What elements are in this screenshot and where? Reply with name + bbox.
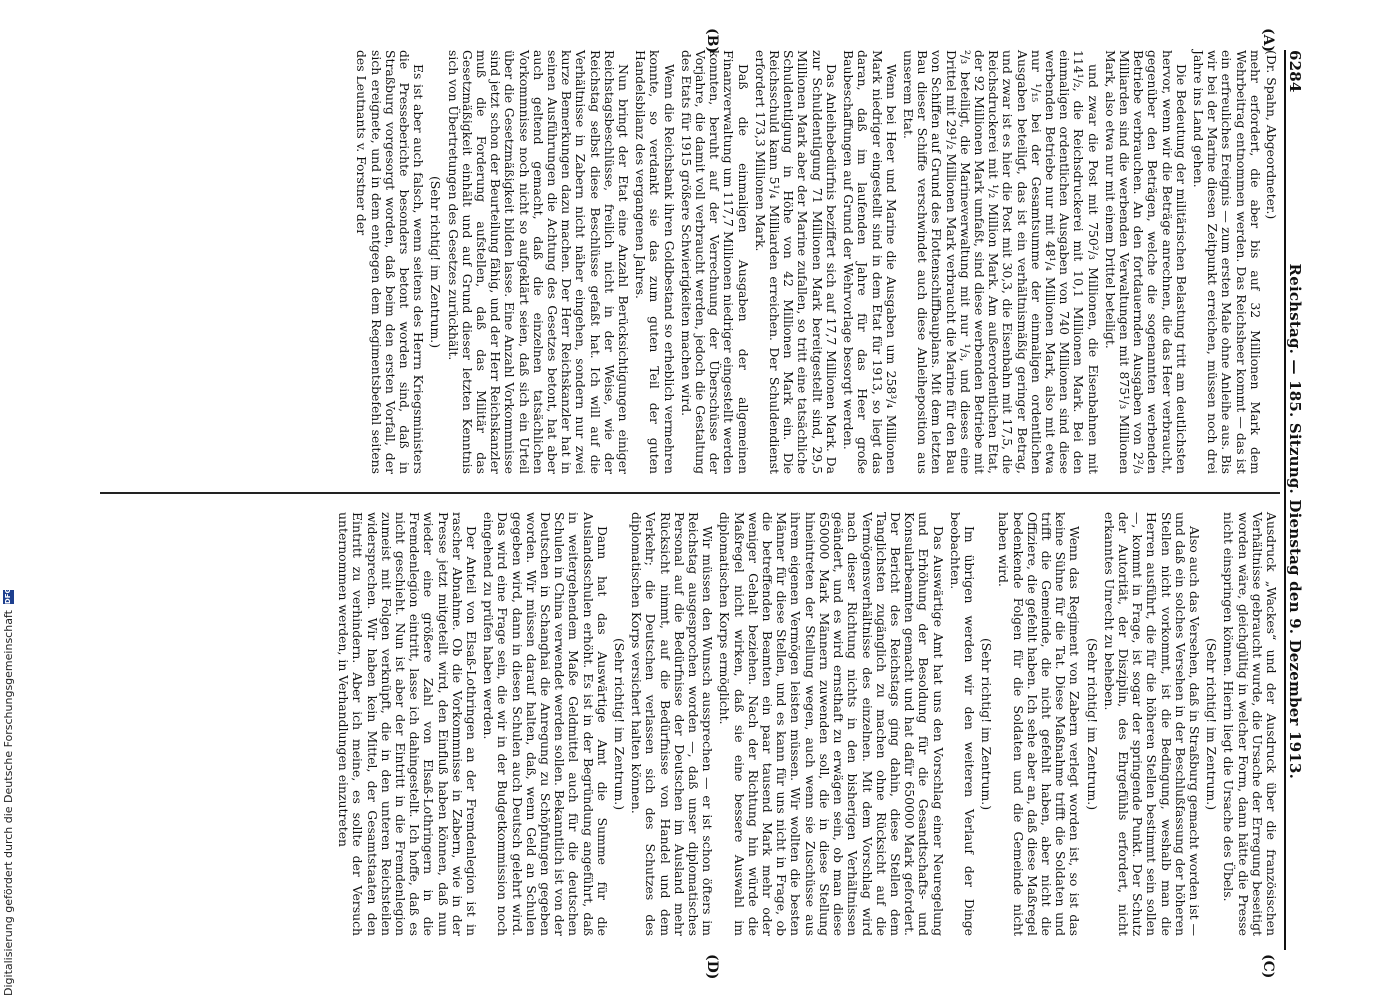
- speaker-line: (Dr. Spahn, Abgeordneter.): [1264, 50, 1279, 220]
- interjection: (Sehr richtig! im Zentrum.): [1204, 637, 1220, 811]
- right-column: [333, 512, 1278, 936]
- paragraph: Wir müssen den Wunsch aussprechen — er ist schon öfters im Reichstag ausgesprochen worden —, daß unser diplomatisches Personal auf die Bedürfnisse der Deutschen im Ausland mehr Rücksicht nimmt, auf die Bedürfnisse von Handel und dem Verkehr; die Deutschen verlassen sich des Schutzes des diplomatischen Korps versichert halten können.: [629, 512, 716, 936]
- credit-text: Digitalisierung gefördert durch die Deutsche Forschungsgemeinschaft: [2, 610, 15, 996]
- paragraph: Es ist aber auch falsch, wenn seitens des Herrn Kriegsministers die Presseberichte besonders betont worden sind, daß in Straßburg vorgesorgt worden, daß beim den ersten Vorfall, der sich ereignete, und in dem entgegen dem Regimentsbefehl seitens des Leutnants v. Forstner der: [354, 50, 427, 474]
- paragraph: Ausdruck „Wackes“ und der Ausdruck über die französischen Verhältnisse gebraucht wurde, die Ursache der Erregung beseitigt worden wäre, gleichgültig in welcher Form, dann hätte die Presse nicht einspringen können. Hierin liegt die Ursache des Übels.: [1221, 512, 1279, 936]
- page-header: [1284, 50, 1320, 950]
- paragraph: Also auch das Versehen, daß in Straßburg gemacht worden ist — und daß ein solches Versehen in der Beschlußfassung der höheren Stellen nicht vorkommt, ist die Bedingung, weshalb man die Herren ausführt, die für die höheren Stellen bestimmt sein sollen —, kommt in Frage, ist sogar der springende Punkt. Der Schutz der Autorität, der Disziplin, des Ehrgefühls erfordert, nicht erkanntes Unrecht zu beheben.: [1101, 512, 1202, 936]
- left-column: [351, 50, 1278, 474]
- paragraph: Wenn die Reichsbank ihren Goldbestand so erheblich vermehren konnte, so verdankt sie das zum guten Teil der guten Handelsbilanz des vergangenen Jahres.: [633, 50, 677, 474]
- paragraph: Der Anteil von Elsaß-Lothringen an der Fremdenlegion ist in rascher Abnahme. Ob die Vorkommnisse in Zabern, wie in der Presse jetzt mitgeteilt wird, den Einfluß haben können, daß nun wieder eine größere Zahl von Elsaß-Lothringern in die Fremdenlegion eintritt, lasse ich dahingestellt. Ich hoffe, daß es nicht geschieht. Nun ist aber der Eintritt in die Fremdenlegion zumeist mit Folgen verknüpft, die in den unteren Reichsteilen widersprechen. Wir haben kein Mittel, der Gesamtstaaten den Eintritt zu verhindern. Aber ich meine, es sollte der Versuch unternommen werden, in Verhandlungen einzutreten: [336, 512, 480, 936]
- margin-marker-d: (D): [704, 954, 720, 980]
- margin-marker-a: (A): [1260, 28, 1276, 53]
- paragraph: Die Bedeutung der militärischen Belastung tritt am deutlichsten hervor, wenn wir die Beträge anrechnen, die das Heer verbraucht, gegenüber den Beträgen, welche die sogenannten werbenden Betriebe verbrauchen. An den fortdauernden Ausgaben von 2²/₃ Milliarden sind die werbenden Verwaltungen mit 875¹/₃ Millionen Mark, also etwa nur mit einem Drittel beteiligt.: [1102, 50, 1189, 474]
- paragraph: Dann hat das Auswärtige Amt die Summe für die Auslandsschulen erhöht. Es ist in der Begründung angeführt, daß in weitergehendem Maße Geldmittel auch für die deutschen Schulen in China verwendet werden sollen. Bekanntlich ist von der Deutschen in Schanghai die Anregung zu Schöpfungen gegeben worden. Wir müssen darauf halten, daß, wenn Geld an Schulen gegeben wird, dann in diesen Schulen auch Deutsch gelehrt wird. Das wird eine Frage sein, die wir in der Budgetkommission noch eingehend zu prüfen haben werden.: [481, 512, 610, 936]
- paragraph: Wenn bei Heer und Marine die Ausgaben um 258³/₄ Millionen Mark niedriger eingestellt sind in dem Etat für 1913, so liegt das daran, daß im laufenden Jahre für das Heer große Baubeschaffungen auf Grund der Wehrvorlage besorgt werden.: [841, 50, 899, 474]
- paragraph: Das Auswärtige Amt hat uns den Vorschlag einer Neuregelung und Erhöhung der Besoldung für die Gesandtschafts- und Konsularbeamten gemacht und hat dafür 650000 Mark gefordert. Der Bericht des Reichstags ging dahin, diese Stellen dem Tanglichsten zugänglich zu machen ohne Rücksicht auf die Vermögensverhältnisse des einzelnen. Mit dem Vorschlag wird nach dieser Richtung nichts in den bisherigen Verhältnissen geändert, und es wird ernsthaft zu erwägen sein, ob man diese 650000 Mark Männern zuwenden soll, die in diese Stellung hineintreten der Stellung wegen, auch wenn sie Zuschüsse aus ihrem eigenen Vermögen leisten müssen. Wir wollten die besten Männer für diese Stellen, und es kann für uns nicht in Frage, ob die betreffenden Beamten ein paar tausend Mark mehr oder weniger Gehalt beziehen. Nach der Richtung hin würde die Maßregel nicht wirken, daß sie eine bessere Auswahl im diplomatischen Korps ermöglicht.: [717, 512, 946, 936]
- paragraph: Daß die einmaligen Ausgaben der allgemeinen Finanzverwaltung um 117,7 Millionen niedriger eingestellt werden konnten, beruht auf der Verrechnung der Überschüsse der Vorjahre, die damit voll verbraucht werden, jedoch die Gestaltung des Etats für 1915 größere Schwierigkeiten machen wird.: [678, 50, 751, 474]
- paragraph: und zwar die Post mit 750²/₃ Millionen, die Eisenbahnen mit 114¹/₂, die Reichsdruckerei mit 10,1 Millionen Mark. Bei den einmaligen ordentlichen Ausgaben von 740 Millionen sind diese werbenden Betriebe nur mit 48¹/₄ Millionen Mark, also mit etwa nur ¹/₁₅ bei der Gesamtsumme der einmaligen ordentlichen Ausgaben beteiligt, das ist ein verhältnismäßig geringer Betrag, und zwar ist es hier die Post mit 30,3, die Eisenbahn mit 17,5, die Reichsdruckerei mit ¹/₂ Million Mark. Am außerordentlichen Etat, der 92 Millionen Mark umfaßt, sind diese werbenden Betriebe mit ²/₃ beteiligt, die Marineverwaltung mit nur ¹/₃, und dieses eine Drittel mit 29¹/₂ Millionen Mark verbraucht die Marine für den Bau von Schiffen auf Grund des Flottenschiffbauplans. Mit dem letzten Bau dieser Schiffe verschwindet auch diese Anleiheposition aus unserem Etat.: [900, 50, 1101, 474]
- column-divider: [100, 492, 1280, 494]
- interjection: (Sehr richtig! im Zentrum.): [1084, 637, 1100, 811]
- interjection: (Sehr richtig! im Zentrum.): [428, 175, 444, 349]
- margin-marker-b: (B): [704, 28, 720, 54]
- margin-marker-c: (C): [1260, 954, 1276, 979]
- paragraph: Im übrigen werden wir den weiteren Verlauf der Dinge beobachten.: [947, 512, 977, 936]
- paragraph: mehr erfordert, die aber bis auf 32 Millionen Mark dem Wehrbeitrag entnommen werden. Das Reichsheer kommt — das ist ein erfreuliches Ereignis — zum ersten Male ohne Anleihe aus. Bis wir bei der Marine diesen Zeitpunkt erreichen, müssen noch drei Jahre ins Land gehen.: [1190, 50, 1263, 474]
- rotated-page-content: [80, 28, 1320, 980]
- digitization-credit: [2, 6, 15, 996]
- interjection: (Sehr richtig! im Zentrum.): [612, 637, 628, 811]
- paragraph: Das Anleihebedürfnis beziffert sich auf 17,7 Millionen Mark. Da zur Schuldentilgung 71 Millionen Mark bereitgestellt sind, 29,5 Millionen Mark aber der Marine zufallen, so tritt eine tatsächliche Schuldentilgung in Höhe von 42 Millionen Mark ein. Die Reichsschuld kann 5¹/₄ Milliarden erreichen. Der Schuldendienst erfordert 173,3 Millionen Mark.: [752, 50, 839, 474]
- paragraph: Nun bringt der Etat eine Anzahl Berücksichtigungen einiger Reichstagsbeschlüsse, freilich nicht in der Weise, wie der Reichstag selbst diese Beschlüsse gefaßt hat. Ich will auf die Verhältnisse in Zabern nicht näher eingehen, sondern nur zwei kurze Bemerkungen dazu machen. Der Herr Reichskanzler hat in seinen Ausführungen die Achtung des Gesetzes betont, hat aber auch geltend gemacht, daß die einzelnen tatsächlichen Vorkommnisse noch nicht so aufgeklärt seien, daß sich ein Urteil über die Gesetzmäßigkeit bilden lasse. Eine Anzahl Vorkommnisse sind jetzt schon der Beurteilung fähig, und der Herr Reichskanzler muß die Forderung aufstellen, daß das Militär das Gesetzmäßigkeit einhält und auf Grund dieser letzten Kenntnis sich von Übertretungen des Gesetzes zurückhält.: [445, 50, 632, 474]
- interjection: (Sehr richtig! im Zentrum.): [979, 637, 995, 811]
- page-title: Reichstag. — 185. Sitzung. Dienstag den 9. Dezember 1913.: [1286, 263, 1304, 780]
- dfg-logo: DFG: [4, 587, 12, 605]
- paragraph: Wenn das Regiment von Zabern verlegt worden ist, so ist das keine Sühne für die Tat. Diese Maßnahme trifft die Soldaten und trifft die Gemeinde, die nicht gefehlt haben, aber nicht die Offiziere, die gefehlt haben. Ich sehe aber an, daß diese Maßregel bedenkende Folgen für die Soldaten und die Gemeinde nicht haben wird.: [996, 512, 1083, 936]
- page-number: 6284: [1286, 50, 1304, 93]
